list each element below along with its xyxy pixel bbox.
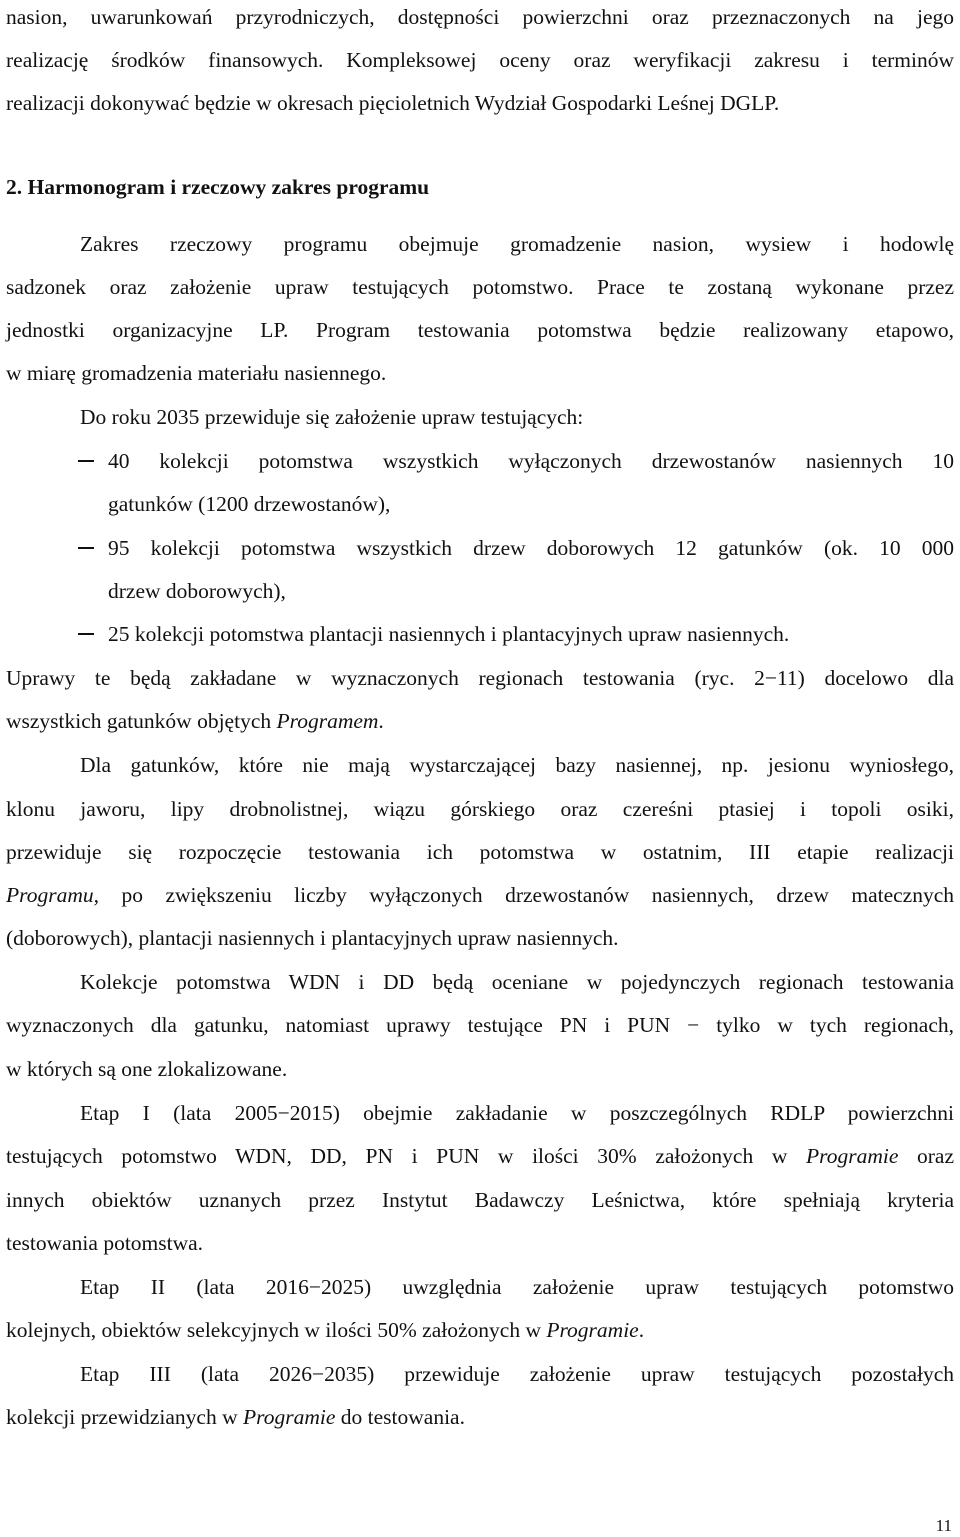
paragraph-line: w których są one zlokalizowane. [6, 1057, 288, 1081]
paragraph-line: Uprawy te będą zakładane w wyznaczonych regionach testowania (ryc. 2−11) docelowo dla [6, 666, 954, 690]
section-heading: 2. Harmonogram i rzeczowy zakres programu [6, 175, 430, 199]
paragraph-line: testowania potomstwa. [6, 1231, 204, 1255]
paragraph-line: (doborowych), plantacji nasiennych i plantacyjnych upraw nasiennych. [6, 926, 619, 950]
paragraph-line: nasion, uwarunkowań przyrodniczych, dostępności powierzchni oraz przeznaczonych na jego [6, 5, 954, 29]
italic-text: Programie [243, 1405, 336, 1429]
paragraph-line: Do roku 2035 przewiduje się założenie upraw testujących: [80, 405, 584, 429]
list-dash-icon [78, 460, 94, 462]
paragraph-line: jednostki organizacyjne LP. Program testowania potomstwa będzie realizowany etapowo, [6, 318, 954, 342]
paragraph-line: realizacji dokonywać będzie w okresach pięcioletnich Wydział Gospodarki Leśnej DGLP. [6, 91, 780, 115]
list-item-continuation: gatunków (1200 drzewostanów), [108, 492, 391, 516]
italic-text: Programie [546, 1318, 639, 1342]
paragraph-line: Zakres rzeczowy programu obejmuje gromadzenie nasion, wysiew i hodowlę [80, 232, 954, 256]
list-item: 95 kolekcji potomstwa wszystkich drzew doborowych 12 gatunków (ok. 10 000 [108, 536, 954, 560]
italic-text: Programie [806, 1144, 899, 1168]
paragraph-line: Dla gatunków, które nie mają wystarczającej bazy nasiennej, np. jesionu wyniosłego, [80, 753, 954, 777]
paragraph-line: w miarę gromadzenia materiału nasiennego. [6, 361, 387, 385]
paragraph-line [6, 707, 954, 735]
italic-text: Programu, [6, 883, 99, 907]
paragraph-line: Etap III (lata 2026−2035) przewiduje założenie upraw testujących pozostałych [80, 1362, 954, 1386]
page-number: 11 [935, 1516, 952, 1535]
list-dash-icon [78, 633, 94, 635]
paragraph-line: sadzonek oraz założenie upraw testujących potomstwo. Prace te zostaną wykonane przez [6, 275, 954, 299]
paragraph-line [6, 1403, 954, 1431]
text-span: do testowania. [335, 1405, 465, 1429]
text-span: wszystkich gatunków objętych [6, 709, 277, 733]
list-item-continuation: drzew doborowych), [108, 579, 286, 603]
text-span: kolekcji przewidzianych w [6, 1405, 244, 1429]
paragraph-line: wyznaczonych dla gatunku, natomiast uprawy testujące PN i PUN − tylko w tych regionach, [6, 1013, 954, 1037]
list-item: 40 kolekcji potomstwa wszystkich wyłączonych drzewostanów nasiennych 10 [108, 449, 954, 473]
list-item: 25 kolekcji potomstwa plantacji nasiennych i plantacyjnych upraw nasiennych. [108, 622, 790, 646]
paragraph-line: realizację środków finansowych. Kompleksowej oceny oraz weryfikacji zakresu i terminów [6, 48, 954, 72]
paragraph-line [6, 1142, 954, 1170]
paragraph-line: innych obiektów uznanych przez Instytut Badawczy Leśnictwa, które spełniają kryteria [6, 1188, 954, 1212]
paragraph-line: Kolekcje potomstwa WDN i DD będą oceniane w pojedynczych regionach testowania [80, 970, 954, 994]
text-span: po zwiększeniu liczby wyłączonych drzewostanów nasiennych, drzew matecznych [98, 883, 954, 907]
text-span: . [378, 709, 384, 733]
paragraph-line [6, 1316, 954, 1344]
italic-text: Programem [276, 709, 379, 733]
paragraph-line: Etap I (lata 2005−2015) obejmie zakładanie w poszczególnych RDLP powierzchni [80, 1101, 954, 1125]
text-span: oraz [898, 1144, 954, 1168]
text-span: kolejnych, obiektów selekcyjnych w ilości 50% założonych w [6, 1318, 547, 1342]
paragraph-line: klonu jaworu, lipy drobnolistnej, wiązu górskiego oraz czereśni ptasiej i topoli osiki, [6, 797, 954, 821]
paragraph-line: Etap II (lata 2016−2025) uwzględnia założenie upraw testujących potomstwo [80, 1275, 954, 1299]
text-span: testujących potomstwo WDN, DD, PN i PUN w ilości 30% założonych w [6, 1144, 806, 1168]
paragraph-line [6, 881, 954, 909]
paragraph-line: przewiduje się rozpoczęcie testowania ich potomstwa w ostatnim, III etapie realizacji [6, 840, 954, 864]
text-span: . [638, 1318, 645, 1342]
list-dash-icon [78, 547, 94, 549]
